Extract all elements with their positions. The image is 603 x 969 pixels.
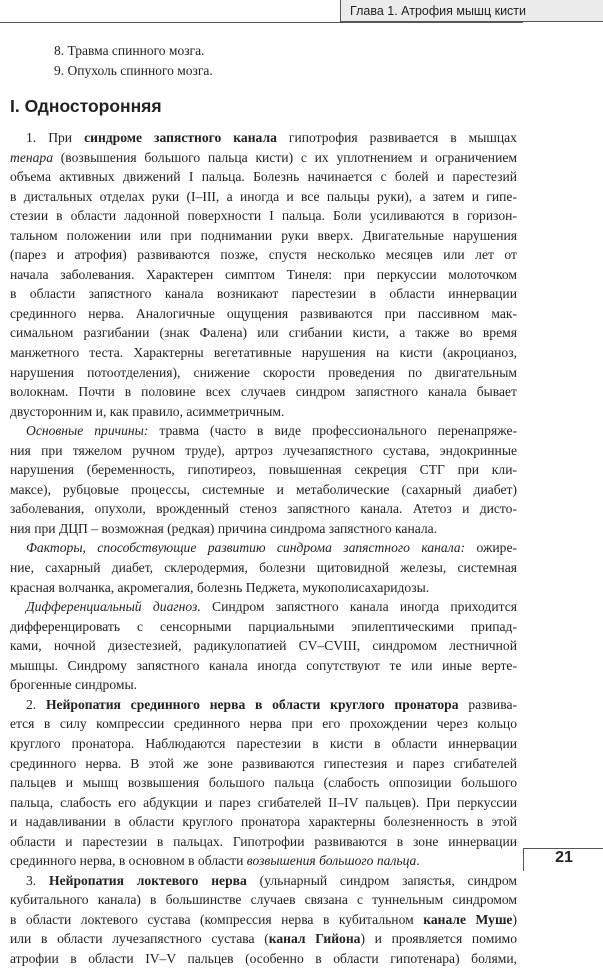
text-run: 2. [26,696,46,712]
italic-term: тенара [10,149,53,165]
text-line [10,734,517,754]
text-run: ) и проявляется помимо [360,931,517,947]
text-run: пальца, слабость его абдукции и парез сгибателей II–IV пальцев). При перкуссии [10,794,517,810]
text-run: тальном положении или при поднимании руки вверх. Двигательные нарушения [10,227,517,243]
text-run: в дистальных отделах руки (I–III, а иногда и все пальцы руки), а затем и гипе- [10,188,517,204]
text-line [10,265,517,285]
text-line [10,793,517,813]
text-line [10,402,517,422]
text-run: ние, сахарный диабет, склеродермия, болезни щитовидной железы, системная [10,560,517,576]
text-line [10,206,517,226]
list-item: 9. Опухоль спинного мозга. [54,63,213,78]
text-line [10,636,517,656]
text-line [10,538,517,558]
text-line [10,754,517,774]
text-line [10,773,517,793]
bold-term: синдроме запястного канала [84,130,277,145]
text-line [10,714,517,734]
text-line [10,323,517,343]
text-line [10,812,517,832]
chapter-title: Атрофия мышц кисти [401,4,527,18]
text-line [10,167,517,187]
text-run: атрофии в области IV–V пальцев (особенно в области гипотенара) болями, [10,950,517,966]
text-run: волокнам. Почти в половине всех случаев синдром запястного канала бывает [10,384,517,400]
bold-term: Нейропатия локтевого нерва [49,872,247,888]
text-run: . [416,853,420,869]
list-item: 8. Травма спинного мозга. [54,43,205,58]
text-line [10,304,517,324]
running-header [340,0,603,22]
text-run: и надавливании в области круглого пронатора характерны болезненность в этой [10,814,517,830]
text-run: травма (часто в виде профессионального перенапряже- [148,423,517,439]
text-run: (парез и атрофия) развиваются позже, спустя несколько месяцев или лет от [10,247,517,263]
text-line [10,187,517,207]
text-run: (ульнарный синдром запястья, синдром [246,872,517,888]
text-run: срединного нерва. В этой же зоне развиваются гипестезия и парез сгибателей [10,755,517,771]
text-run: или в области лучезапястного сустава ( [10,931,269,947]
text-line [10,832,517,852]
text-line [10,656,517,676]
text-line [10,460,517,480]
text-run: круглого пронатора. Наблюдаются парестезии в кисти в области иннервации [10,735,517,751]
text-run: ками, ночной дизестезией, радикулопатией CV–CVIII, синдромом лестничной [10,638,517,654]
text-run: мышцы. Синдрому запястного канала иногда сопутствуют те или иные верте- [10,657,517,673]
italic-term: возвышения большого пальца [246,853,417,869]
text-run: ния при ДЦП – возможная (редкая) причина синдрома запястного канала. [10,520,438,536]
text-line [10,382,517,402]
text-line [10,558,517,578]
text-run: 1. При [26,130,85,145]
bold-term: канале Муше [423,911,513,927]
text-line [10,480,517,500]
text-run: ожире- [465,540,517,556]
text-line [10,519,517,539]
text-line [10,128,517,148]
text-line [10,890,517,910]
text-run: срединного нерва, в основном в области [10,853,247,869]
text-line [10,245,517,265]
text-line [10,929,517,949]
text-run: начала заболевания. Характерен симптом Тинеля: при перкуссии молоточком [10,266,517,282]
text-line [10,284,517,304]
text-line [10,148,517,168]
text-run: (возвышения большого пальца кисти) с их уплотнением и ограничением [53,149,517,165]
text-line [10,617,517,637]
text-line [10,851,517,871]
text-run: двусторонним и, как правило, асимметричным. [10,403,285,419]
text-run: 3. [26,872,50,888]
text-run: симальном разгибании (знак Фалена) или сгибании кисти, а также во время [10,325,517,341]
text-line [10,949,517,969]
bold-term: канал Гийона [268,931,361,947]
text-line [10,421,517,441]
text-run: ) [512,911,517,927]
text-run: развива- [458,696,518,712]
text-run: объема активных движений I пальца. Болезнь начинается с болей и парестезий [10,169,517,185]
text-run: манжетного теста. Характерны вегетативные нарушения на кисти (акроцианоз, [10,345,517,361]
text-run: ния при тяжелом ручном труде), артроз лучезапястного сустава, эндокринные [10,442,517,458]
text-line [10,695,517,715]
italic-term: Факторы, способствующие развитию синдрома запястного канала: [26,540,466,556]
text-run: красная волчанка, акромегалия, болезнь Педжета, мукополисахаридозы. [10,579,430,595]
text-line [10,578,517,598]
italic-term: Дифференциальный диагноз. [26,599,201,615]
text-run: Синдром запястного канала иногда приходится [200,599,518,615]
bold-term: Нейропатия срединного нерва в области круглого пронатора [45,696,459,712]
text-line [10,441,517,461]
intro-list [54,41,213,81]
body-text [10,128,517,969]
text-run: в области запястного канала возникают парестезии в области иннервации [10,286,517,302]
text-run: дифференцировать с сенсорными парциальными эпилептическими припад- [10,618,517,634]
text-run: в области локтевого сустава (компрессия нерва в кубитальном [10,911,424,927]
text-line [10,871,517,891]
page-number: 21 [555,849,573,866]
text-run: срединного нерва. Аналогичные ощущения развиваются при пассивном мак- [10,305,517,321]
text-line [10,363,517,383]
text-run: стезии в области ладонной поверхности I пальца. Боли усиливаются в горизон- [10,208,517,224]
text-line [10,226,517,246]
text-run: нарушения потоотделения), снижение скорости проведения по двигательным [10,364,517,380]
text-line [10,910,517,930]
text-run: кубитального канала) в большинстве случаев связана с туннельным синдромом [10,892,517,908]
text-run: гипотрофия развивается в мышцах [276,130,517,145]
text-line [10,343,517,363]
italic-term: Основные причины: [26,423,149,439]
text-run: пальцев и мышц возвышения большого пальца (слабость оппозиции большого [10,775,517,791]
text-run: области и парестезии в пальцах. Гипотрофии развиваются в зоне иннервации [10,833,517,849]
text-line [10,597,517,617]
text-run: нарушения (беременность, гипотиреоз, повышенная секреция СТГ при кли- [10,462,517,478]
chapter-label: Глава 1. [350,4,398,18]
text-run: максе), рубцовые процессы, системные и метаболические (сахарный диабет) [10,481,517,497]
text-line [10,499,517,519]
text-run: брогенные синдромы. [10,677,138,693]
text-line [10,675,517,695]
section-title: I. Односторонняя [10,96,162,116]
text-run: заболевания, опухоли, врожденный стеноз запястного канала. Атетоз и дисто- [10,501,517,517]
text-run: ется в силу компрессии срединного нерва при его прохождении через кольцо [10,716,517,732]
